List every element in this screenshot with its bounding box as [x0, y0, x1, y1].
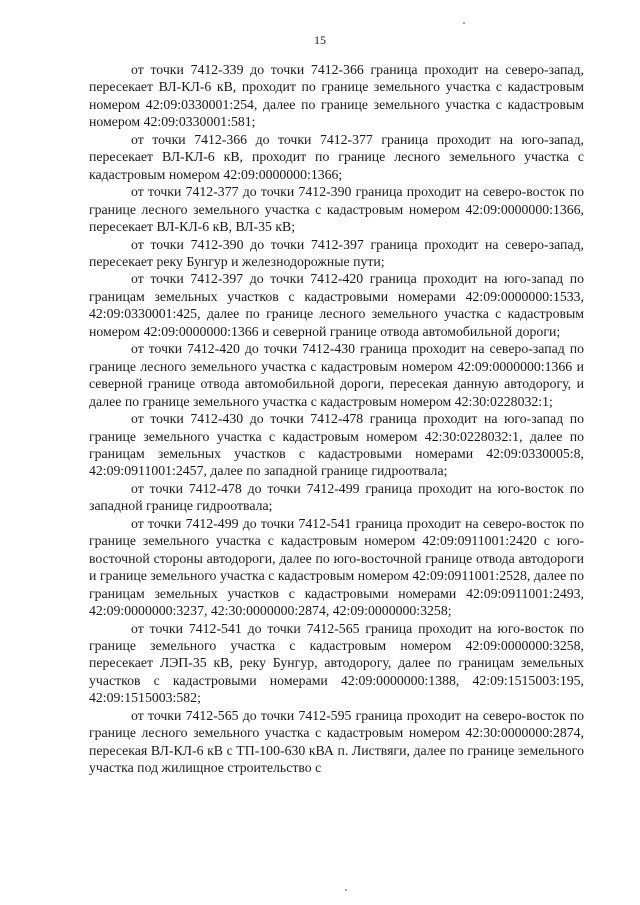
- paragraph: от точки 7412-339 до точки 7412-366 граница проходит на северо-запад, пересекает ВЛ-КЛ-6 кВ, проходит по границе земельного участка с кадастровым номером 42:09:0330001:254, далее по границе земельного участка с кадастровым номером 42:09:0330001:581;: [89, 62, 584, 130]
- scan-speck: [345, 889, 347, 891]
- document-body: [89, 61, 584, 777]
- page-number: 15: [314, 33, 326, 47]
- paragraph: от точки 7412-430 до точки 7412-478 граница проходит на юго-запад по границе земельного участка с кадастровым номером 42:30:0228032:1, далее по границам земельных участков с кадастровыми номерами 42:09:0330005:8, 42:09:0911001:2457, далее по западной границе гидроотвала;: [89, 411, 584, 479]
- paragraph: от точки 7412-478 до точки 7412-499 граница проходит на юго-восток по западной границе гидроотвала;: [89, 480, 584, 514]
- paragraph: от точки 7412-390 до точки 7412-397 граница проходит на северо-запад, пересекает реку Бунгур и железнодорожные пути;: [89, 236, 584, 269]
- paragraph: от точки 7412-565 до точки 7412-595 граница проходит на северо-восток по границе лесного земельного участка с кадастровым номером 42:30:0000000:2874, пересекая ВЛ-КЛ-6 кВ с ТП-100-630 кВА п. Листвяги, далее по границе земельного участка под жилищное строительство с: [89, 707, 584, 776]
- paragraph: от точки 7412-397 до точки 7412-420 граница проходит на юго-запад по границам земельных участков с кадастровыми номерами 42:09:0000000:1533, 42:09:0330001:425, далее по границе лесного земельного участка с кадастровым номером 42:09:0000000:1366 и северной границе отвода автомобильной дороги;: [89, 271, 584, 339]
- paragraph: от точки 7412-366 до точки 7412-377 граница проходит на юго-запад, пересекает ВЛ-КЛ-6 кВ, проходит по границе лесного земельного участка с кадастровым номером 42:09:0000000:1366;: [89, 131, 584, 182]
- paragraph: от точки 7412-377 до точки 7412-390 граница проходит на северо-восток по границе лесного земельного участка с кадастровым номером 42:09:0000000:1366, пересекает ВЛ-КЛ-6 кВ, ВЛ-35 кВ;: [89, 184, 584, 235]
- paragraph: от точки 7412-499 до точки 7412-541 граница проходит на северо-восток по границе земельного участка с кадастровым номером 42:09:0911001:2420 с юго-восточной стороны автодороги, далее по юго-восточной границе отвода автодороги и границе земельного участка с кадастровым номером 42:09:0911001:2528, далее по границам земельных участков с кадастровыми номерами 42:09:0911001:2493, 42:09:0000000:3237, 42:30:0000000:2874, 42:09:0000000:3258;: [89, 515, 584, 619]
- paragraph: от точки 7412-541 до точки 7412-565 граница проходит на юго-восток по границе земельного участка с кадастровым номером 42:09:0000000:3258, пересекает ЛЭП-35 кВ, реку Бунгур, автодорогу, далее по границам земельных участков с кадастровыми номерами 42:09:0000000:1388, 42:09:1515003:195, 42:09:1515003:582;: [89, 620, 584, 706]
- paragraph: от точки 7412-420 до точки 7412-430 граница проходит на северо-запад по границе лесного земельного участка с кадастровым номером 42:09:0000000:1366 и северной границе отвода автомобильной дороги, пересекая данную автодорогу, и далее по границе земельного участка с кадастровым номером 42:30:0228032:1;: [89, 341, 584, 409]
- scan-speck: [463, 22, 465, 24]
